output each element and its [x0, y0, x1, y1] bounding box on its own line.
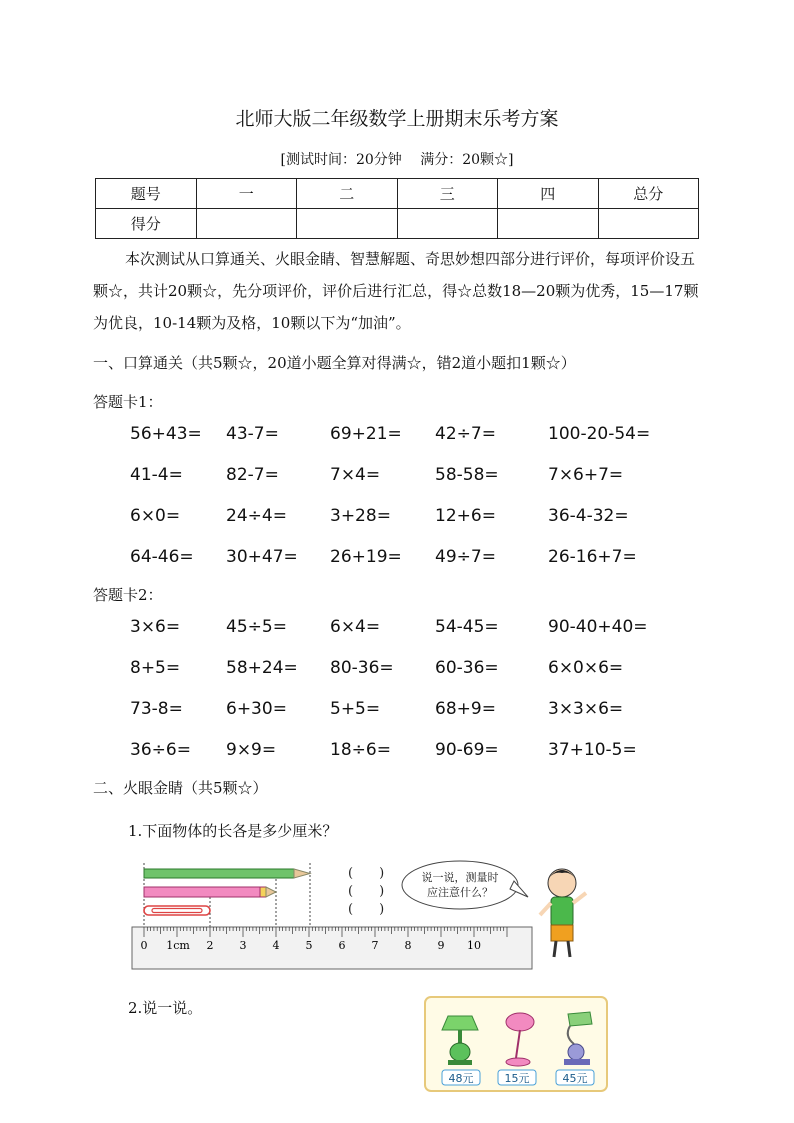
problem: 7×4= [330, 465, 381, 485]
problem: 6×0×6= [548, 658, 624, 678]
ruler-label: 7 [371, 939, 379, 952]
ruler-label: 9 [437, 939, 445, 952]
problem: 3×6= [130, 617, 181, 637]
problem: 7×6+7= [548, 465, 624, 485]
score-table [95, 178, 699, 239]
ruler-label: 2 [206, 939, 214, 952]
problem: 5+5= [330, 699, 381, 719]
ruler-label: 8 [404, 939, 412, 952]
card1-grid [130, 424, 710, 588]
card2-label: 答题卡2： [93, 586, 163, 604]
problem: 69+21= [330, 424, 402, 444]
problem: 90-69= [435, 740, 499, 760]
problem: 58-58= [435, 465, 499, 485]
score-cell[interactable] [598, 209, 699, 239]
score-cell[interactable] [397, 209, 498, 239]
problem-row [130, 547, 710, 588]
bubble-line: 应注意什么？ [427, 886, 493, 899]
score-cell[interactable] [297, 209, 398, 239]
problem: 18÷6= [330, 740, 391, 760]
problem: 80-36= [330, 658, 394, 678]
card1-label: 答题卡1： [93, 393, 163, 411]
ruler-illustration [130, 855, 595, 975]
problem: 12+6= [435, 506, 496, 526]
problem: 68+9= [435, 699, 496, 719]
bubble-line: 说一说，测量时 [421, 871, 499, 884]
section1-title: 一、口算通关（共5颗☆，20道小题全算对得满☆，错2道小题扣1颗☆） [93, 354, 576, 372]
problem: 56+43= [130, 424, 202, 444]
price-label: 48元 [448, 1072, 474, 1085]
problem: 100-20-54= [548, 424, 651, 444]
ruler-label: 5 [305, 939, 313, 952]
problem: 45÷5= [226, 617, 287, 637]
problem-row [130, 506, 710, 547]
pink-pencil-icon [144, 887, 276, 897]
question-2: 2.说一说。 [128, 999, 203, 1017]
ruler-label: 0 [140, 939, 148, 952]
score-cell[interactable] [196, 209, 297, 239]
ruler-label: 1cm [166, 939, 190, 952]
problem: 26+19= [330, 547, 402, 567]
problem: 64-46= [130, 547, 194, 567]
header-cell: 四 [498, 179, 599, 209]
problem: 24÷4= [226, 506, 287, 526]
section2-title: 二、火眼金睛（共5颗☆） [93, 779, 268, 797]
score-table-header-row [96, 179, 699, 209]
problem: 82-7= [226, 465, 279, 485]
problem: 30+47= [226, 547, 298, 567]
test-info: [测试时间：20分钟 满分：20颗☆] [280, 152, 514, 168]
answer-blank[interactable]: ( ) [348, 902, 385, 917]
problem: 58+24= [226, 658, 298, 678]
problem: 49÷7= [435, 547, 496, 567]
page-title: 北师大版二年级数学上册期末乐考方案 [235, 108, 559, 130]
header-cell: 题号 [96, 179, 197, 209]
header-cell: 二 [297, 179, 398, 209]
score-cell[interactable] [498, 209, 599, 239]
problem-row [130, 740, 710, 781]
price-label: 15元 [504, 1072, 530, 1085]
lamps-illustration [424, 996, 608, 1092]
card2-grid [130, 617, 710, 781]
ruler-label: 4 [272, 939, 280, 952]
problem-row [130, 617, 710, 658]
problem: 6×4= [330, 617, 381, 637]
problem: 3+28= [330, 506, 391, 526]
answer-blank[interactable]: ( ) [348, 866, 385, 881]
header-cell: 一 [196, 179, 297, 209]
question-1: 1.下面物体的长各是多少厘米？ [128, 822, 338, 840]
score-label-cell: 得分 [96, 209, 197, 239]
problem-row [130, 424, 710, 465]
header-cell: 三 [397, 179, 498, 209]
problem: 6+30= [226, 699, 287, 719]
score-table-score-row [96, 209, 699, 239]
problem-row [130, 658, 710, 699]
problem: 73-8= [130, 699, 183, 719]
problem: 43-7= [226, 424, 279, 444]
ruler-label: 10 [467, 939, 481, 952]
problem: 36-4-32= [548, 506, 629, 526]
green-pencil-icon [144, 869, 310, 878]
header-cell: 总分 [598, 179, 699, 209]
problem: 42÷7= [435, 424, 496, 444]
problem: 36÷6= [130, 740, 191, 760]
ruler-label: 6 [338, 939, 346, 952]
price-label: 45元 [562, 1072, 588, 1085]
problem: 6×0= [130, 506, 181, 526]
problem: 8+5= [130, 658, 181, 678]
ruler-label: 3 [239, 939, 247, 952]
problem: 9×9= [226, 740, 277, 760]
intro-paragraph: 本次测试从口算通关、火眼金睛、智慧解题、奇思妙想四部分进行评价，每项评价设五颗☆，共计20颗☆，先分项评价，评价后进行汇总，得☆总数18—20颗为优秀，15—17颗为优良，10-14颗为及格，10颗以下为“加油”。 [93, 250, 699, 332]
problem: 3×3×6= [548, 699, 624, 719]
problem: 54-45= [435, 617, 499, 637]
problem: 37+10-5= [548, 740, 637, 760]
problem: 41-4= [130, 465, 183, 485]
problem-row [130, 465, 710, 506]
problem: 60-36= [435, 658, 499, 678]
problem: 90-40+40= [548, 617, 648, 637]
problem-row [130, 699, 710, 740]
problem: 26-16+7= [548, 547, 637, 567]
answer-blank[interactable]: ( ) [348, 884, 385, 899]
